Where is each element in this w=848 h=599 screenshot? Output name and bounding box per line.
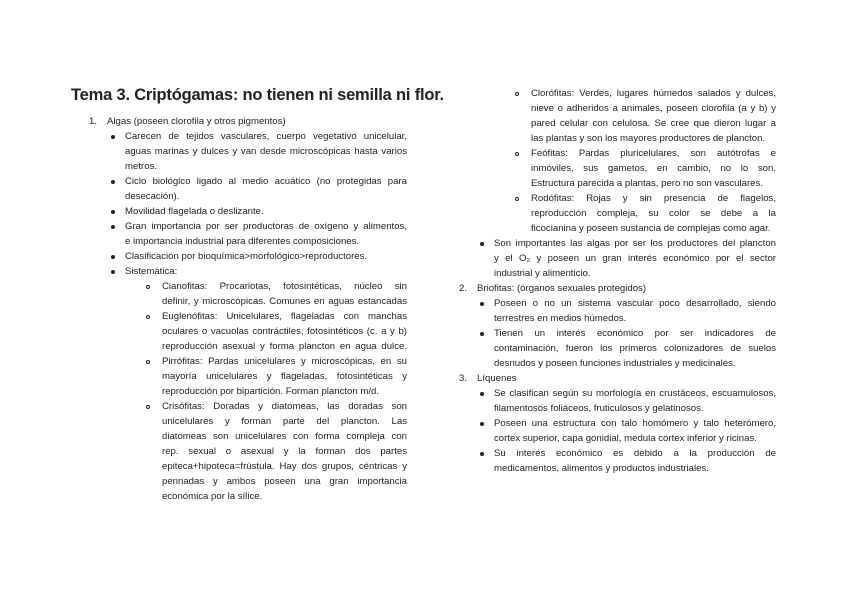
bullet-icon xyxy=(480,392,484,396)
text-line: Carecen de tejidos vasculares, cuerpo vegetativo unicelular, xyxy=(125,131,407,142)
bullet-icon xyxy=(111,270,115,274)
text-line: filamentosos foliáceos, fruticulosos y gelatinosos. xyxy=(494,403,704,414)
section-heading: Líquenes xyxy=(477,373,517,384)
text-line: inmóviles, sus gametos, en cambio, no lo son. xyxy=(531,163,776,174)
text-line: oculares o vacuolas contráctiles, fotosintéticos (c. a y b) xyxy=(162,326,407,337)
text-line: económica por la sílice. xyxy=(162,491,263,502)
text-line: reproducción compleja, su color se debe a la xyxy=(531,208,776,219)
text-line: y el O₂ y poseen un gran interés económico por el sector xyxy=(494,253,776,264)
text-line: Estructura parecida a plantas, pero no son vasculares. xyxy=(531,178,763,189)
text-line: Feófitas: Pardas pluricelulares, son autótrofas e xyxy=(531,148,776,159)
text-line: Pirrófitas: Pardas unicelulares y microscópicas, en su xyxy=(162,356,407,367)
text-line: pennadas y ambos poseen una gran importancia xyxy=(162,476,407,487)
text-line: terrestres en medios húmedos. xyxy=(494,313,627,324)
bullet-icon xyxy=(111,225,115,229)
text-line: Rodófitas: Rojas y sin presencia de flagelos, xyxy=(531,193,776,204)
section-heading: Algas (poseen clorofila y otros pigmentos) xyxy=(107,116,286,127)
section-heading: Briofitas: (órganos sexuales protegidos) xyxy=(477,283,647,294)
text-line: Son importantes las algas por ser los productores del plancton xyxy=(494,238,776,249)
text-line: unicelulares y forman parte del plancton. Las xyxy=(162,416,407,427)
text-line: desecación). xyxy=(125,191,180,202)
bullet-icon xyxy=(480,332,484,336)
section-number: 3. xyxy=(459,373,468,384)
text-line: rep. sexual o asexual y la forman dos partes xyxy=(162,446,407,457)
text-line: Euglenófitas: Unicelulares, flageladas con manchas xyxy=(162,311,407,322)
text-line: definir, y microscópicas. Comunes en aguas estancadas xyxy=(162,296,407,307)
text-line: cortex superior, capa gonidial, medula cortex inferior y ricinas. xyxy=(494,433,757,444)
text-line: Sistemática: xyxy=(125,266,178,277)
sub-bullet-icon xyxy=(146,315,150,319)
text-line: diatomeas son unicelulares con forma compleja con xyxy=(162,431,407,442)
text-line: las plantas y son los mayores productores de plancton. xyxy=(531,133,766,144)
text-line: Ciclo biológico ligado al medio acuático (no protegidas para xyxy=(125,176,407,187)
text-line: epiteca+hipoteca=frústula. Hay dos grupos, céntricas y xyxy=(162,461,407,472)
text-line: Crisófitas: Doradas y diatomeas, las doradas son xyxy=(162,401,407,412)
bullet-icon xyxy=(111,135,115,139)
text-line: mayoría unicelulares y flageladas, fotosintéticas y xyxy=(162,371,407,382)
text-line: ficocianina y poseen sustancia de complejas como agar. xyxy=(531,223,771,234)
text-line: pared celular con celulosa. Se cree que dieron lugar a xyxy=(531,118,776,129)
sub-bullet-icon xyxy=(515,197,519,201)
sub-bullet-icon xyxy=(146,360,150,364)
bullet-icon xyxy=(111,255,115,259)
text-line: Clasificación por bioquímica>morfológico>reproductores. xyxy=(125,251,368,262)
text-line: Gran importancia por ser productoras de oxígeno y alimentos, xyxy=(125,221,407,232)
text-line: e importancia industrial para diferentes composiciones. xyxy=(125,236,360,247)
bullet-icon xyxy=(111,180,115,184)
text-line: Tienen un interés económico por ser indicadores de xyxy=(494,328,776,339)
text-line: Poseen o no un sistema vascular poco desarrollado, siendo xyxy=(494,298,776,309)
bullet-icon xyxy=(480,302,484,306)
text-line: Poseen una estructura con talo homómero y talo heterómero, xyxy=(494,418,776,429)
bullet-icon xyxy=(111,210,115,214)
text-line: reproducción asexual y forma plancton en agua dulce. xyxy=(162,341,407,352)
section-number: 1. xyxy=(89,116,98,127)
bullet-icon xyxy=(480,422,484,426)
bullet-icon xyxy=(480,242,484,246)
text-line: contaminación, fueron los primeros colonizadores de suelos xyxy=(494,343,776,354)
sub-bullet-icon xyxy=(146,405,150,409)
section-number: 2. xyxy=(459,283,468,294)
text-line: medicamentos, alimentos y productos industriales. xyxy=(494,463,709,474)
text-line: reproducción por bipartición. Forman plancton m/d. xyxy=(162,386,380,397)
sub-bullet-icon xyxy=(515,152,519,156)
text-line: Movilidad flagelada o deslizante. xyxy=(125,206,264,217)
text-line: desnudos y poseen funciones industriales y medicinales. xyxy=(494,358,736,369)
bullet-icon xyxy=(480,452,484,456)
sub-bullet-icon xyxy=(146,285,150,289)
text-line: Se clasifican según su morfología en crustáceos, escuamulosos, xyxy=(494,388,776,399)
text-line: Su interés económico es debido a la producción de xyxy=(494,448,776,459)
text-line: metros. xyxy=(125,161,157,172)
text-line: nieve o adheridos a animales, poseen clorofila (a y b) y xyxy=(531,103,776,114)
text-line: aguas marinas y dulces y van desde microscópicas hasta varios xyxy=(125,146,407,157)
sub-bullet-icon xyxy=(515,92,519,96)
page-title: Tema 3. Criptógamas: no tienen ni semilla ni flor. xyxy=(71,86,444,104)
text-line: industrial y alimenticio. xyxy=(494,268,591,279)
text-line: Cianofitas: Procariotas, fotosintéticas, núcleo sin xyxy=(162,281,407,292)
text-line: Clorófitas: Verdes, lugares húmedos salados y dulces, xyxy=(531,88,776,99)
